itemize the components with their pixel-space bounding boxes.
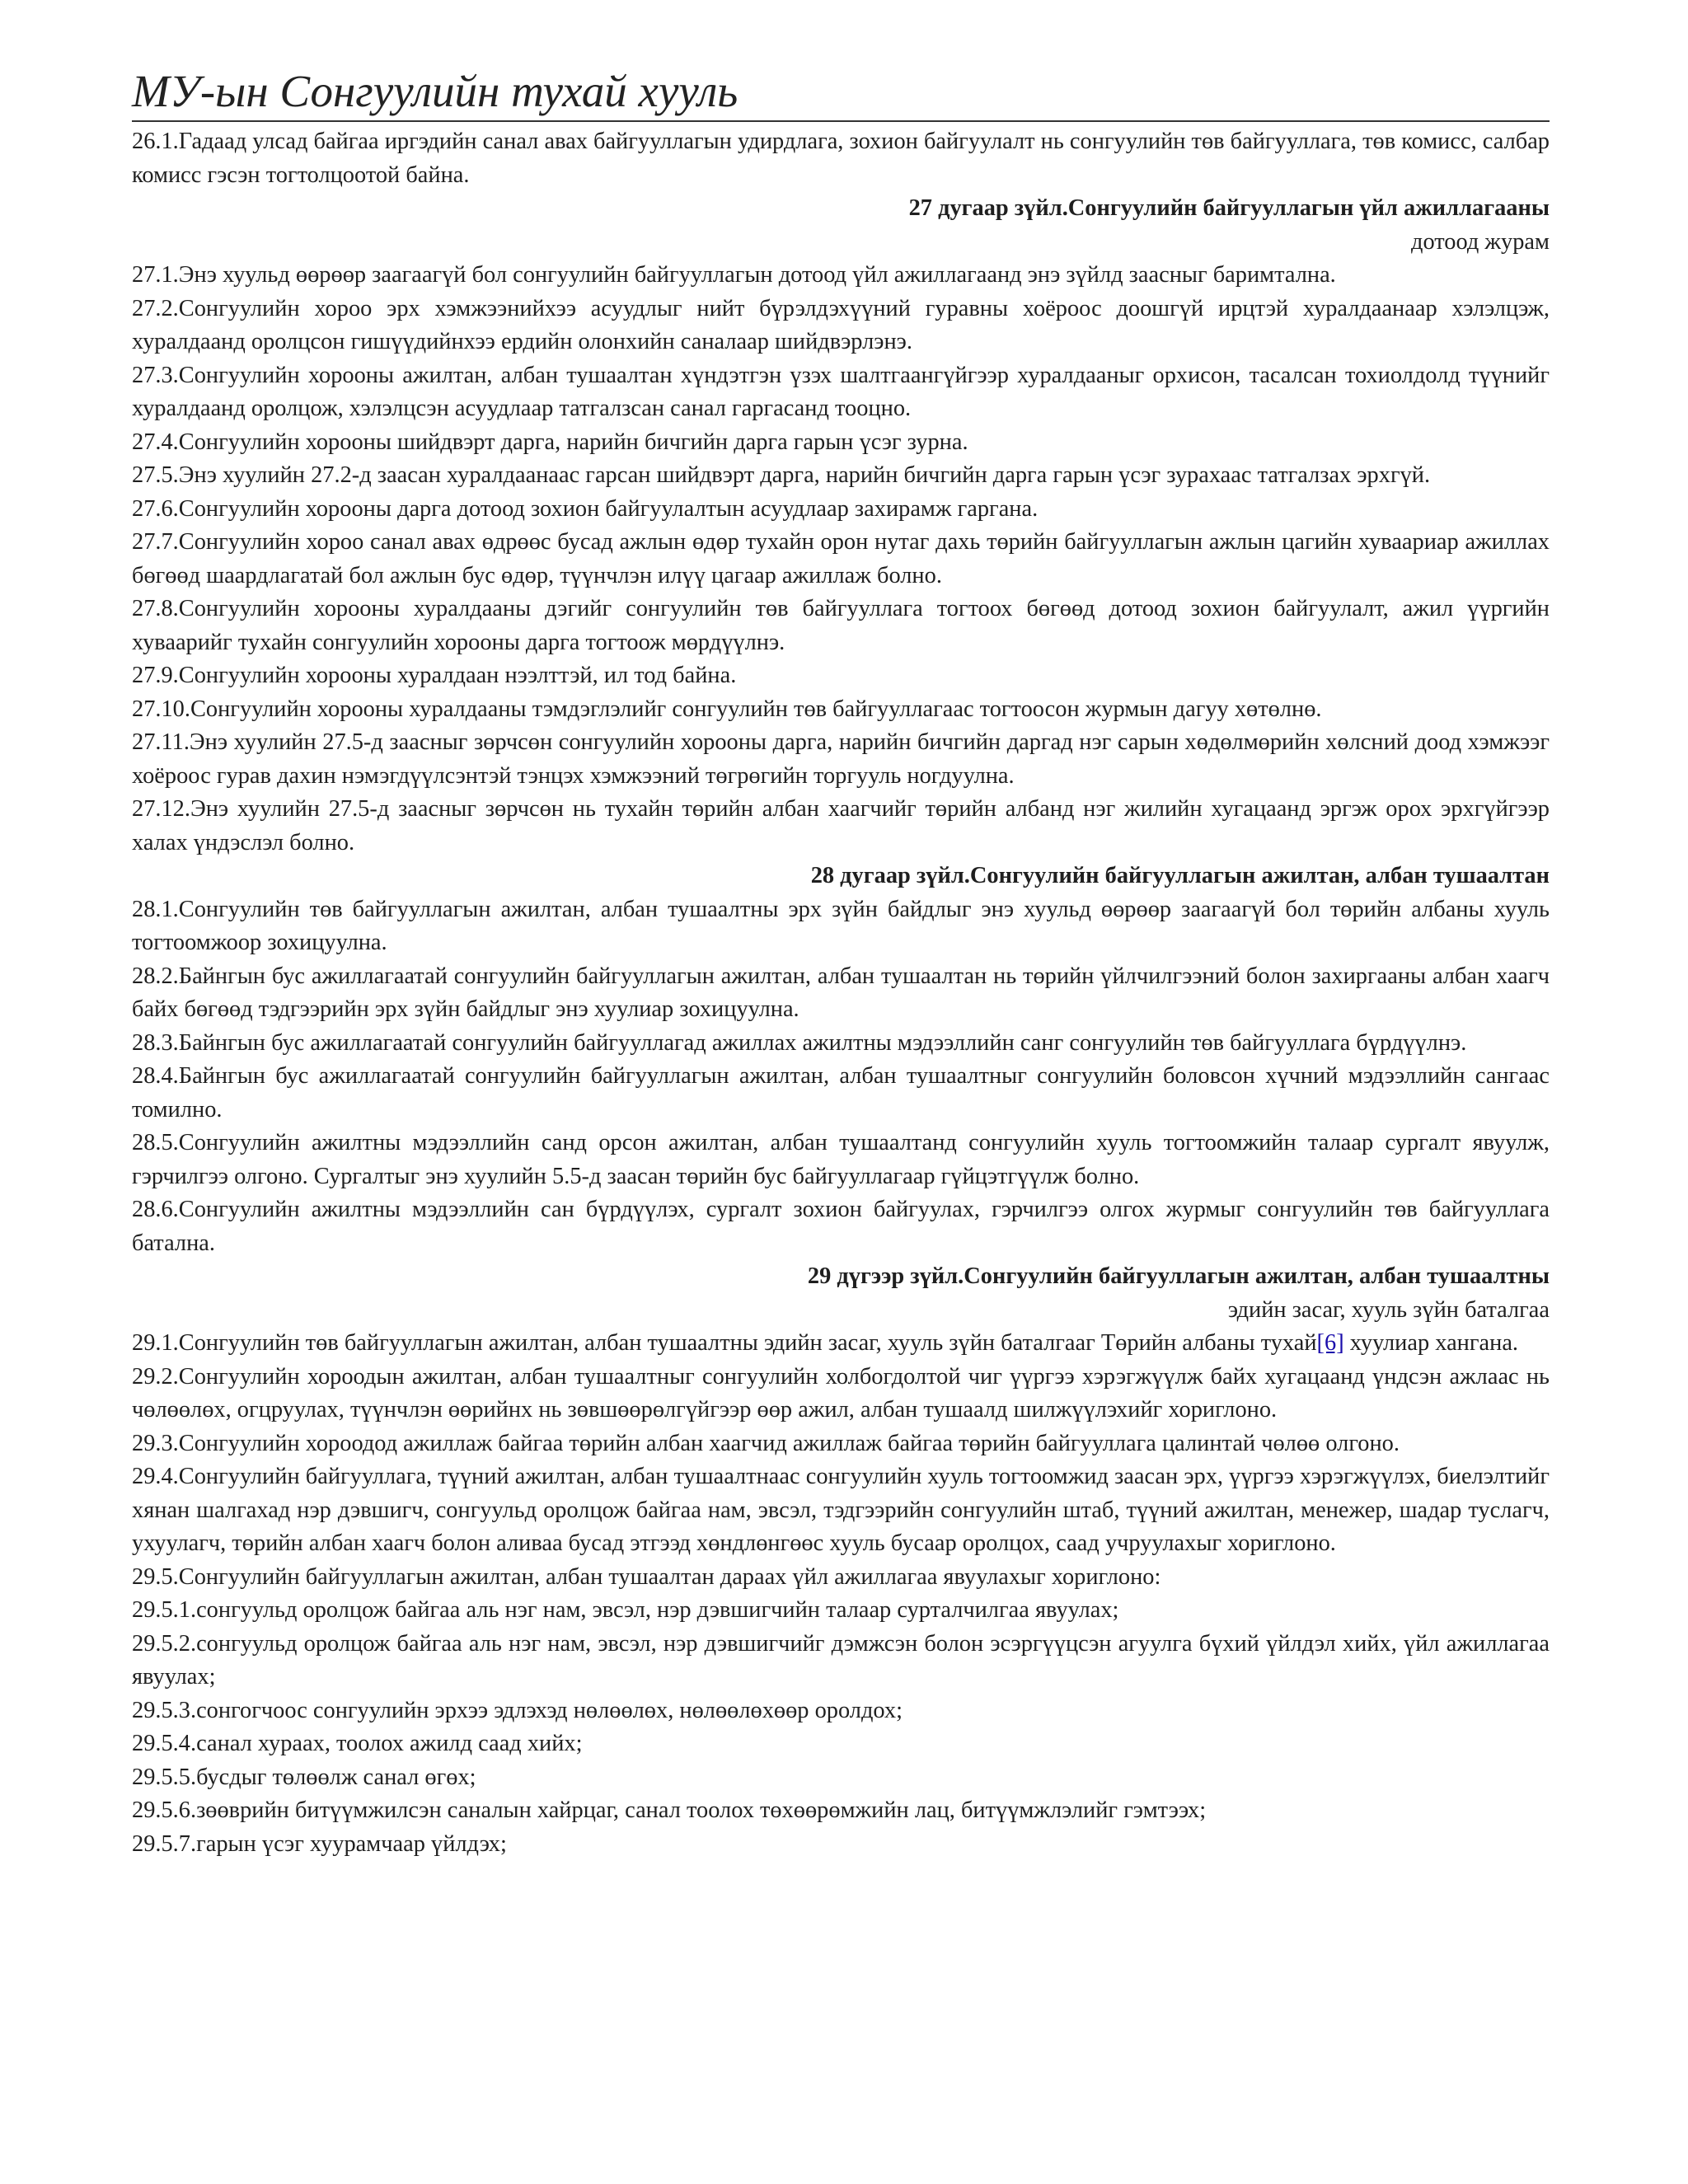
paragraph-28-5: 28.5.Сонгуулийн ажилтны мэдээллийн санд орсон ажилтан, албан тушаалтанд сонгуулийн хууль тогтоомжийн талаар сургалт явуулж, гэрчилгээ олгоно. Сургалтыг энэ хуулийн 5.5-д заасан төрийн бус байгууллагаар гүйцэтгүүлж болно.: [132, 1130, 1550, 1189]
paragraph-28-6: 28.6.Сонгуулийн ажилтны мэдээллийн сан бүрдүүлэх, сургалт зохион байгуулах, гэрчилгээ олгох журмыг сонгуулийн төв байгууллага батална.: [132, 1197, 1550, 1256]
paragraph-27-1: 27.1.Энэ хуульд өөрөөр заагаагүй бол сонгуулийн байгууллагын дотоод үйл ажиллагаанд энэ зүйлд заасныг баримталнa.: [132, 262, 1336, 288]
paragraph-27-6: 27.6.Сонгуулийн хорооны дарга дотоод зохион байгуулалтын асуудлаар захирамж гаргана.: [132, 495, 1039, 522]
paragraph-29-5-6: 29.5.6.зөөврийн битүүмжилсэн саналын хайрцаг, санал тоолох төхөөрөмжийн лац, битүүмжлэлийг гэмтээх;: [132, 1797, 1207, 1823]
article-29-heading: 29 дүгээр зүйл.Сонгуулийн байгууллагын ажилтан, албан тушаалтны: [807, 1263, 1550, 1289]
paragraph-27-3: 27.3.Сонгуулийн хорооны ажилтан, албан тушаалтан хүндэтгэн үзэх шалтгаангүйгээр хуралдааныг орхисон, тасалсан тохиолдолд түүнийг хуралдаанд оролцож, хэлэлцсэн асуудлаар татгалзсан санал гаргасанд тооцно.: [132, 362, 1550, 421]
paragraph-29-5-1: 29.5.1.сонгуульд оролцож байгаа аль нэг нам, эвсэл, нэр дэвшигчийн талаар сурталчилгаа явуулах;: [132, 1597, 1119, 1623]
paragraph-29-3: 29.3.Сонгуулийн хороодод ажиллаж байгаа төрийн албан хаагчид ажиллаж байгаа төрийн байгууллага цалинтай чөлөө олгоно.: [132, 1430, 1400, 1456]
paragraph-27-7: 27.7.Сонгуулийн хороо санал авах өдрөөс бусад ажлын өдөр тухайн орон нутаг дахь төрийн байгууллагын ажлын цагийн хуваариар ажиллах бөгөөд шаардлагатай бол ажлын бус өдөр, түүнчлэн илүү цагаар ажиллаж болно.: [132, 529, 1550, 588]
paragraph-27-5: 27.5.Энэ хуулийн 27.2-д заасан хуралдаанаас гарсан шийдвэрт дарга, нарийн бичгийн дарга гарын үсэг зурахаас татгалзах эрхгүй.: [132, 462, 1431, 488]
paragraph-29-5-7: 29.5.7.гарын үсэг хуурамчаар үйлдэх;: [132, 1830, 507, 1857]
article-28-heading: 28 дугаар зүйл.Сонгуулийн байгууллагын ажилтан, албан тушаалтан: [810, 863, 1550, 888]
article-27-subheading: дотоод журам: [1411, 228, 1550, 255]
paragraph-27-8: 27.8.Сонгуулийн хорооны хуралдааны дэгийг сонгуулийн төв байгууллага тогтоох бөгөөд дотоод зохион байгуулалт, ажил үүргийн хуваарийг тухайн сонгуулийн хорооны дарга тогтоож мөрдүүлнэ.: [132, 596, 1550, 655]
paragraph-27-4: 27.4.Сонгуулийн хорооны шийдвэрт дарга, нарийн бичгийн дарга гарын үсэг зурна.: [132, 429, 968, 455]
footnote-link[interactable]: [6]: [1316, 1330, 1344, 1356]
paragraph-28-1: 28.1.Сонгуулийн төв байгууллагын ажилтан, албан тушаалтны эрх зүйн байдлыг энэ хуульд өөрөөр заагаагүй бол төрийн албаны хууль тогтоомжоор зохицуулна.: [132, 896, 1550, 955]
page-header: [132, 64, 1550, 122]
document-title: МУ-ын Сонгуулийн тухай хууль: [132, 66, 738, 116]
paragraph-29-1: [132, 1327, 1550, 1361]
paragraph-27-12: 27.12.Энэ хуулийн 27.5-д заасныг зөрчсөн нь тухайн төрийн албан хаагчийг төрийн албанд нэг жилийн хугацаанд эргэж орох эрхгүйгээр халах үндэслэл болно.: [132, 796, 1550, 855]
paragraph-27-11: 27.11.Энэ хуулийн 27.5-д заасныг зөрчсөн сонгуулийн хорооны дарга, нарийн бичгийн даргад нэг сарын хөдөлмөрийн хөлсний доод хэмжээг хоёроос гурав дахин нэмэгдүүлсэнтэй тэнцэх хэмжээний төгрөгийн торгууль ногдуулна.: [132, 729, 1550, 789]
paragraph-29-1-tail: хуулиар хангана.: [1343, 1330, 1519, 1356]
paragraph-29-4: 29.4.Сонгуулийн байгууллага, түүний ажилтан, албан тушаалтнаас сонгуулийн хууль тогтоомжид заасан эрх, үүргээ хэрэгжүүлэх, биелэлтийг хянан шалгахад нэр дэвшигч, сонгуульд оролцож байгаа нам, эвсэл, тэдгээрийн сонгуулийн штаб, түүний ажилтан, менежер, шадар туслагч, ухуулагч, төрийн албан хаагч болон аливаа бусад этгээд хөндлөнгөөс хууль бусаар оролцох, саад учруулахыг хориглоно.: [132, 1464, 1550, 1556]
paragraph-29-2: 29.2.Сонгуулийн хороодын ажилтан, албан тушаалтныг сонгуулийн холбогдолтой чиг үүргээ хэрэгжүүлж байх хугацаанд үндсэн ажлаас нь чөлөөлөх, огцруулах, түүнчлэн өөрийнх нь зөвшөөрөлгүйгээр өөр ажил, албан тушаалд шилжүүлэхийг хориглоно.: [132, 1363, 1550, 1422]
paragraph-28-2: 28.2.Байнгын бус ажиллагаатай сонгуулийн байгууллагын ажилтан, албан тушаалтан нь төрийн үйлчилгээний болон захиргааны албан хаагч байх бөгөөд тэдгээрийн эрх зүйн байдлыг энэ хуулиар зохицуулна.: [132, 963, 1550, 1022]
paragraph-29-5-2: 29.5.2.сонгуульд оролцож байгаа аль нэг нам, эвсэл, нэр дэвшигчийг дэмжсэн болон эсэргүүцсэн агуулга бүхий үйлдэл хийх, үйл ажиллагаа явуулах;: [132, 1630, 1550, 1690]
paragraph-28-3: 28.3.Байнгын бус ажиллагаатай сонгуулийн байгууллагад ажиллах ажилтны мэдээллийн санг сонгуулийн төв байгууллага бүрдүүлнэ.: [132, 1029, 1467, 1056]
paragraph-29-5: 29.5.Сонгуулийн байгууллагын ажилтан, албан тушаалтан дараах үйл ажиллагаа явуулахыг хориглоно:: [132, 1563, 1161, 1590]
paragraph-27-2: 27.2.Сонгуулийн хороо эрх хэмжээнийхээ асуудлыг нийт бүрэлдэхүүний гуравны хоёроос доошгүй ирцтэй хуралдаанаар хэлэлцэж, хуралдаанд оролцсон гишүүдийнхээ ердийн олонхийн саналаар шийдвэрлэнэ.: [132, 295, 1550, 354]
paragraph-27-10: 27.10.Сонгуулийн хорооны хуралдааны тэмдэглэлийг сонгуулийн төв байгууллагаас тогтоосон журмын дагуу хөтөлнө.: [132, 696, 1322, 722]
article-29-subheading: эдийн засаг, хууль зүйн баталгаа: [1227, 1296, 1550, 1323]
document-body: [132, 125, 1550, 1861]
paragraph-28-4: 28.4.Байнгын бус ажиллагаатай сонгуулийн байгууллагын ажилтан, албан тушаалтныг сонгуулийн боловсон хүчний мэдээллийн сангаас томилно.: [132, 1063, 1550, 1122]
article-27-heading: 27 дугаар зүйл.Сонгуулийн байгууллагын үйл ажиллагааны: [908, 195, 1550, 221]
paragraph-27-9: 27.9.Сонгуулийн хорооны хуралдаан нээлттэй, ил тод байна.: [132, 663, 737, 688]
paragraph-29-5-5: 29.5.5.бусдыг төлөөлж санал өгөх;: [132, 1764, 476, 1790]
paragraph-26-1: 26.1.Гадаад улсад байгаа иргэдийн санал авах байгууллагын удирдлага, зохион байгуулалт нь сонгуулийн төв байгууллага, төв комисс, салбар комисс гэсэн тогтолцоотой байна.: [132, 129, 1550, 188]
paragraph-29-5-3: 29.5.3.сонгогчоос сонгуулийн эрхээ эдлэхэд нөлөөлөх, нөлөөлөхөөр оролдох;: [132, 1697, 903, 1723]
paragraph-29-5-4: 29.5.4.санал хураах, тоолох ажилд саад хийх;: [132, 1731, 583, 1756]
paragraph-29-1-text: 29.1.Сонгуулийн төв байгууллагын ажилтан, албан тушаалтны эдийн засаг, хууль зүйн баталгааг Төрийн албаны тухай: [132, 1330, 1317, 1356]
